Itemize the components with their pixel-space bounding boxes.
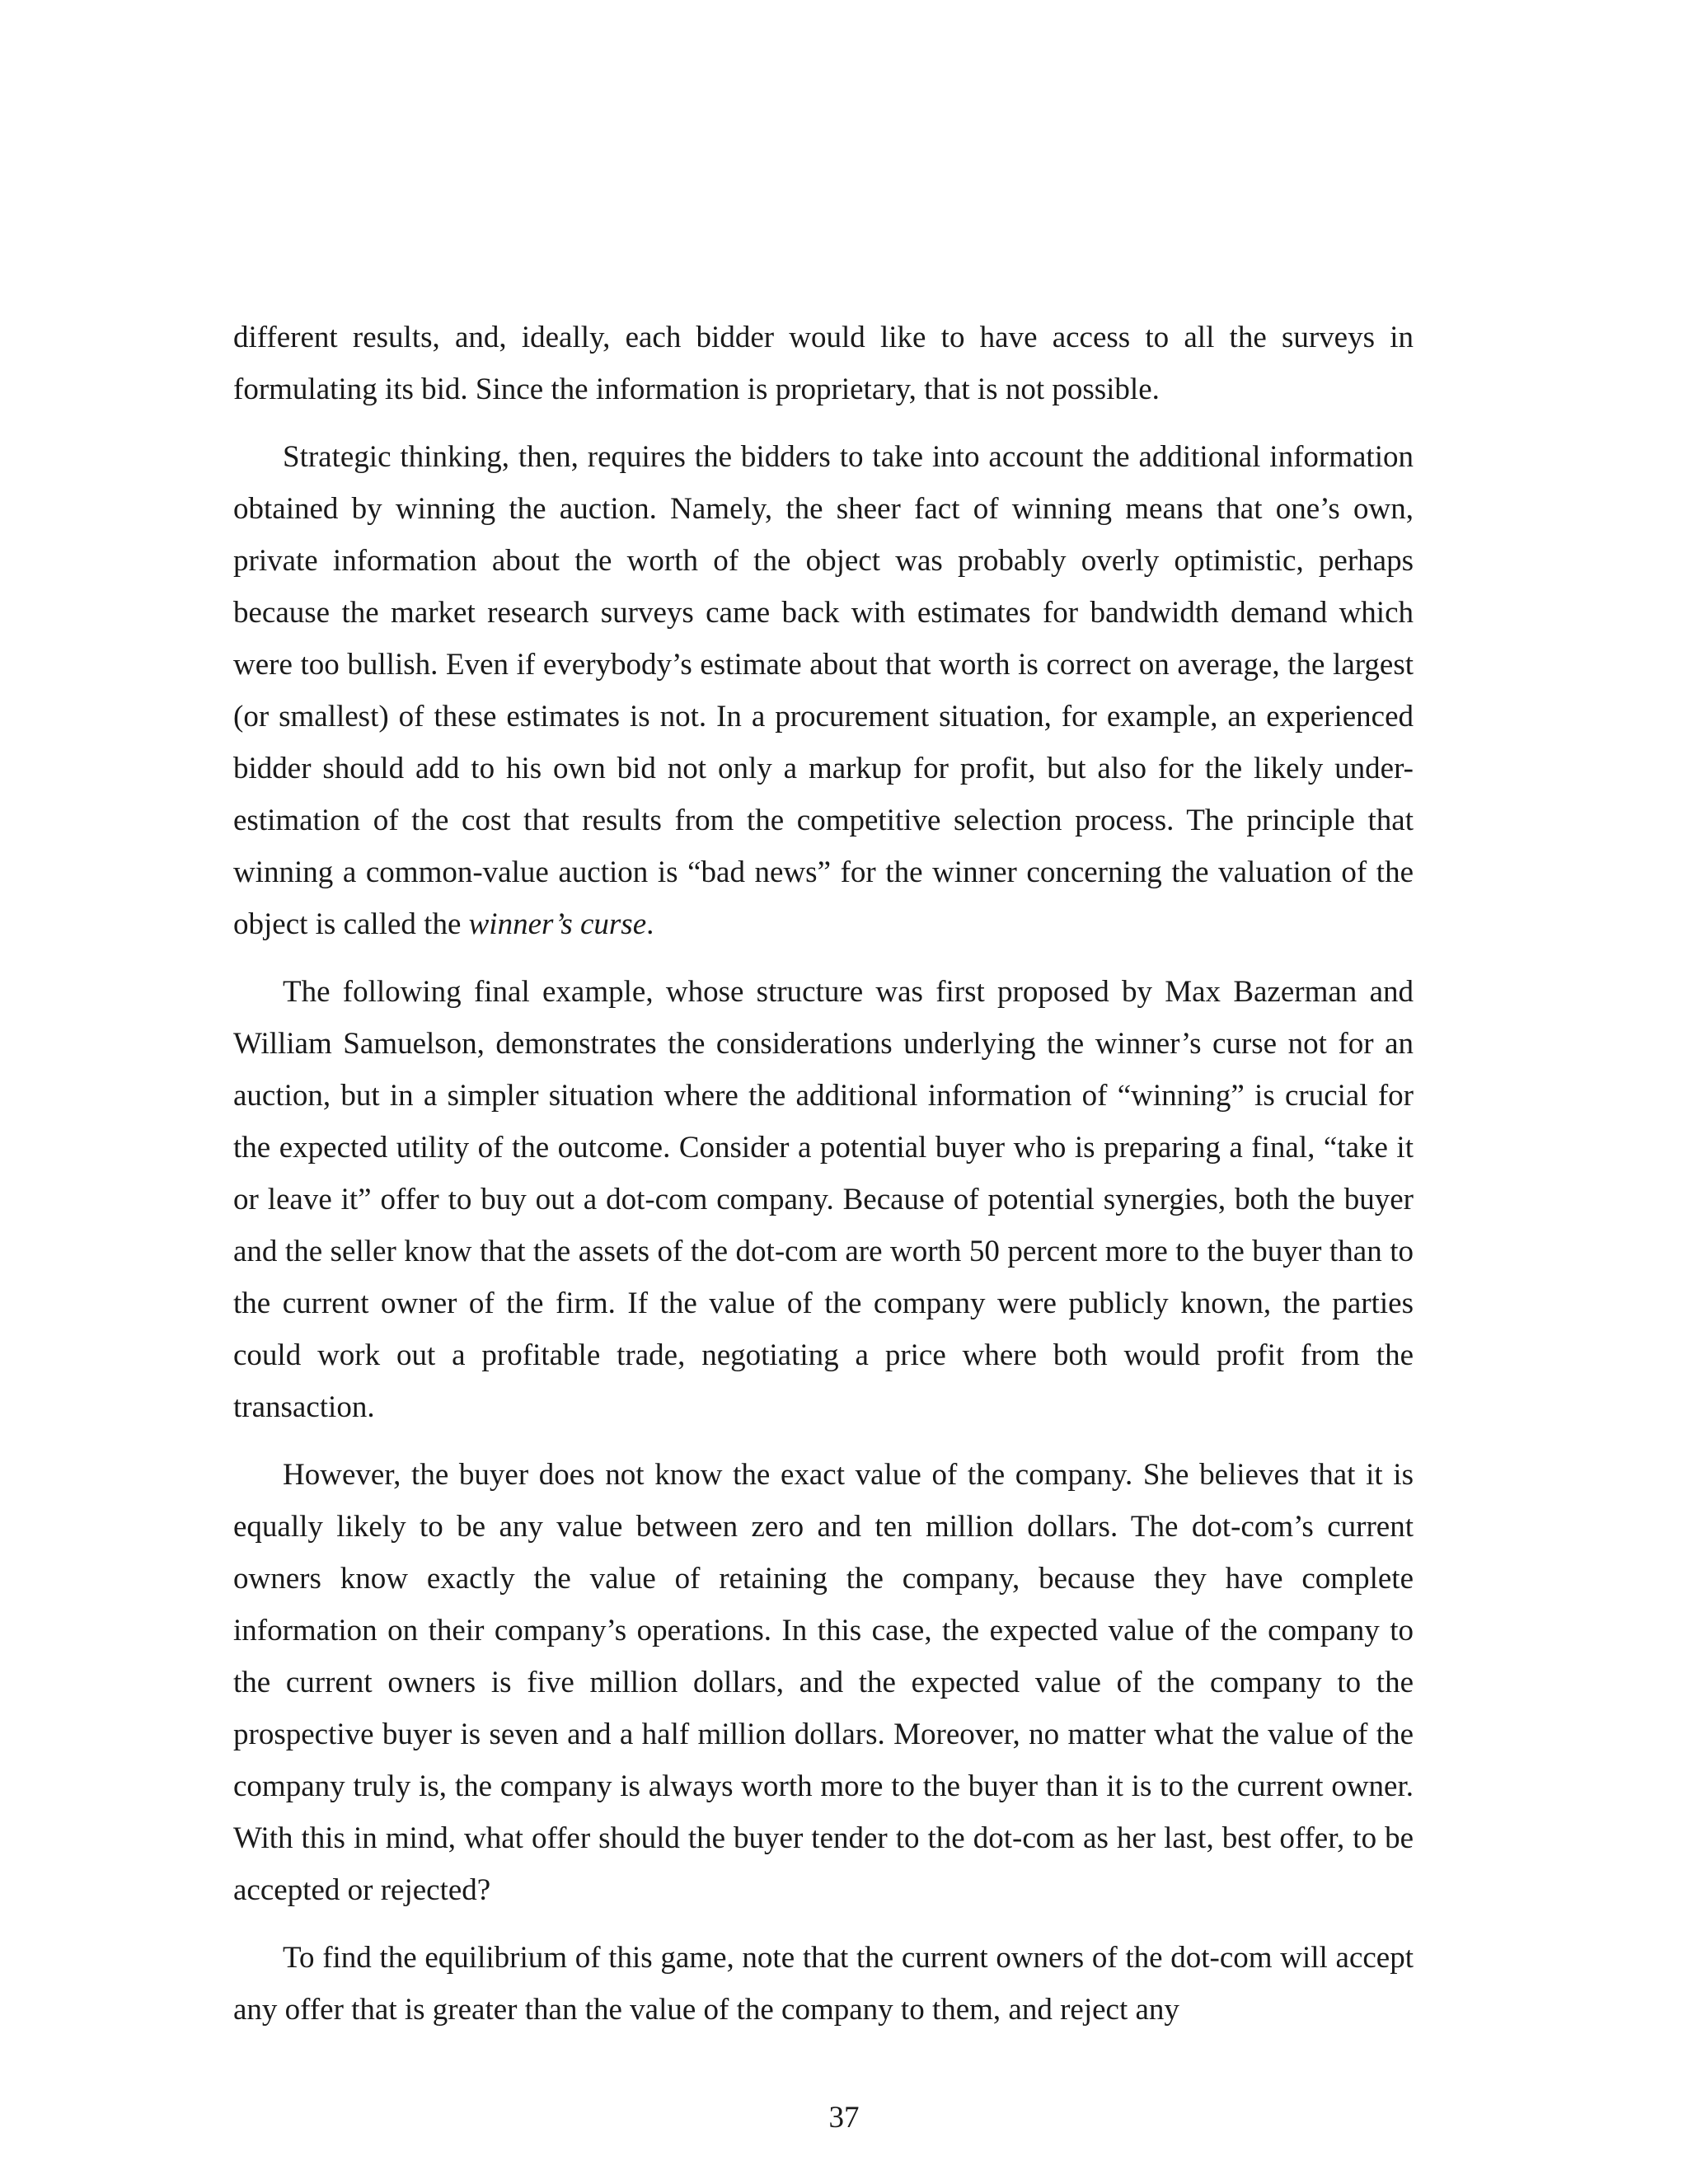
- page-number: 37: [828, 2101, 860, 2135]
- paragraph-buyer-uncertainty: [233, 1449, 1414, 1916]
- emphasized-term: winner’s curse: [468, 907, 647, 941]
- paragraph-example: [233, 966, 1414, 1433]
- paragraph-winners-curse: [233, 431, 1414, 950]
- body-text: [233, 312, 1414, 2051]
- paragraph-equilibrium: [233, 1932, 1414, 2036]
- paragraph-text: However, the buyer does not know the exact value of the company. She believes that it is equally likely to be any value between zero and ten million dollars. The dot-com’s current owners know exactly the value of retaining the company, because they have complete information on their company’s operations. In this case, the expected value of the company to the current owners is five million dollars, and the expected value of the company to the prospective buyer is seven and a half million dollars. Moreover, no matter what the value of the company truly is, the company is always worth more to the buyer than it is to the current owner. With this in mind, what offer should the buyer tender to the dot-com as her last, best offer, to be accepted or rejected?: [233, 1458, 1414, 1907]
- paragraph-text: Strategic thinking, then, requires the bidders to take into account the additional information obtained by winning the auction. Namely, the sheer fact of winning means that one’s own, private information about the worth of the object was probably overly optimistic, perhaps because the market research surveys came back with estimates for bandwidth demand which were too bullish. Even if everybody’s estimate about that worth is correct on average, the largest (or smallest) of these estimates is not. In a procurement situation, for example, an experienced bidder should add to his own bid not only a markup for profit, but also for the likely under-estimation of the cost that results from the competitive selection process. The principle that winning a common-value auction is “bad news” for the winner concerning the valuation of the object is called the: [233, 440, 1414, 941]
- paragraph-text: different results, and, ideally, each bidder would like to have access to all the surveys in formulating its bid. Since the information is proprietary, that is not possible.: [233, 321, 1414, 406]
- paragraph-text: To find the equilibrium of this game, note that the current owners of the dot-com will accept any offer that is greater than the value of the company to them, and reject any: [233, 1941, 1414, 2027]
- paragraph-text: The following final example, whose structure was first proposed by Max Bazerman and William Samuelson, demonstrates the considerations underlying the winner’s curse not for an auction, but in a simpler situation where the additional information of “winning” is crucial for the expected utility of the outcome. Consider a potential buyer who is preparing a final, “take it or leave it” offer to buy out a dot-com company. Because of potential synergies, both the buyer and the seller know that the assets of the dot-com are worth 50 percent more to the buyer than to the current owner of the firm. If the value of the company were publicly known, the parties could work out a profitable trade, negotiating a price where both would profit from the transaction.: [233, 975, 1414, 1424]
- paragraph-tail: .: [646, 907, 654, 941]
- paragraph-continuation: [233, 312, 1414, 415]
